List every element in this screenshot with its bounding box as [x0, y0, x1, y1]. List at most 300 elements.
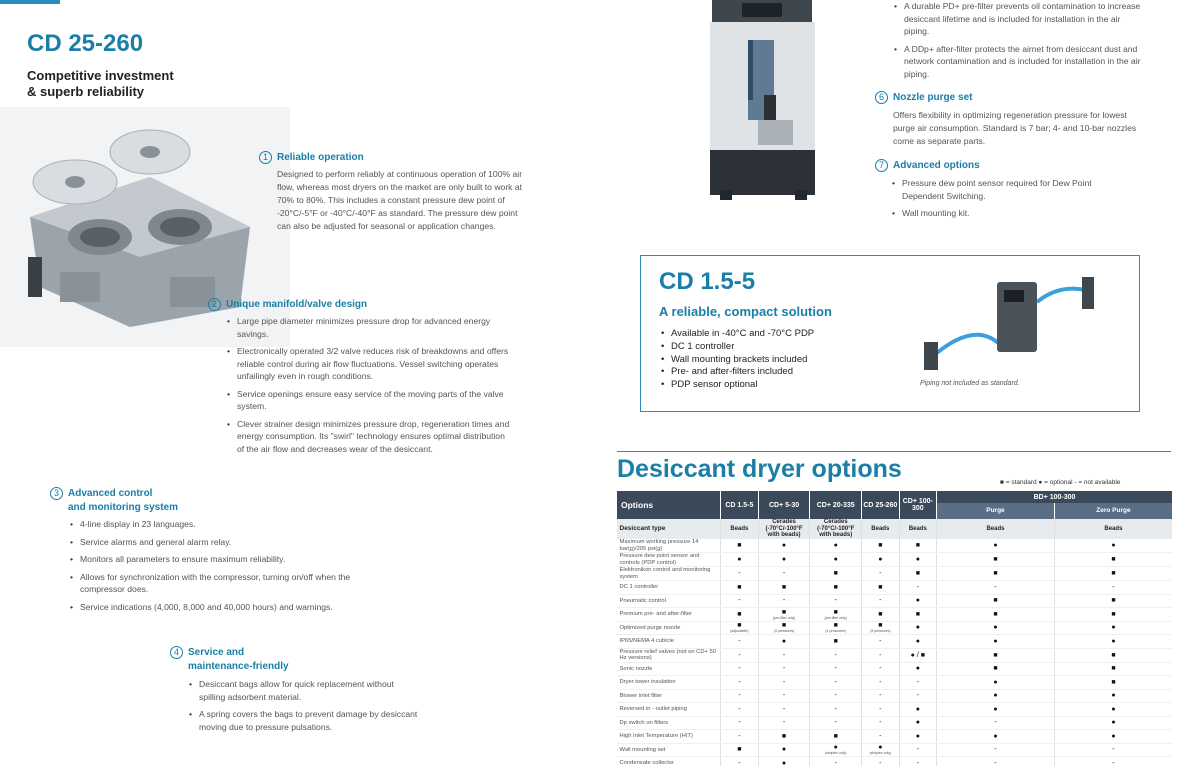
table-cell — [721, 608, 759, 622]
availability-symbol: - — [834, 597, 837, 605]
table-cell — [758, 703, 810, 717]
cell-footnote: (4 pressures) — [773, 629, 795, 634]
table-cell — [937, 730, 1055, 744]
table-cell — [937, 567, 1055, 581]
options-table — [616, 491, 1172, 766]
top-accent-bar — [0, 0, 60, 4]
availability-symbol: - — [834, 678, 837, 686]
section-2-list — [225, 315, 510, 460]
availability-symbol: - — [916, 759, 919, 766]
table-cell — [810, 648, 862, 662]
availability-symbol: - — [834, 665, 837, 673]
table-row — [617, 703, 1173, 717]
row-label: High Inlet Temperature (HIT) — [617, 730, 721, 744]
availability-symbol: - — [782, 719, 786, 727]
section-6-title: 6 Nozzle purge set — [875, 91, 972, 105]
divider — [617, 451, 1171, 452]
availability-symbol: - — [994, 583, 997, 591]
table-cell: Beads — [721, 519, 759, 539]
table-cell — [899, 553, 937, 567]
section-7-title: 7 Advanced options — [875, 159, 980, 173]
section-7-list — [890, 177, 1130, 225]
availability-symbol: ● — [993, 542, 998, 549]
table-cell — [937, 594, 1055, 608]
availability-symbol: ● — [1111, 719, 1116, 727]
table-cell — [862, 703, 900, 717]
table-cell — [862, 730, 900, 744]
table-cell — [721, 594, 759, 608]
availability-symbol: ■ — [781, 732, 787, 740]
list-item: • Available in -40°C and -70°C PDP — [659, 328, 814, 341]
availability-symbol: ● — [993, 692, 998, 700]
table-cell — [758, 567, 810, 581]
availability-symbol: ■ — [993, 556, 998, 563]
cd-small-title: CD 1.5-5 — [659, 268, 756, 295]
table-row — [617, 662, 1173, 676]
table-cell — [721, 743, 759, 757]
list-item: • A DDp+ after-filter protects the airnet from desiccant dust and network contamination and is included for installation in the air piping. — [892, 43, 1147, 81]
table-cell — [937, 635, 1055, 649]
availability-symbol: - — [782, 692, 786, 700]
cd-small-list — [659, 328, 814, 392]
table-cell — [758, 676, 810, 690]
table-cell — [721, 567, 759, 581]
availability-symbol: ■ — [833, 637, 838, 645]
availability-symbol: ■ — [737, 610, 742, 618]
table-cell — [721, 730, 759, 744]
table-cell — [899, 757, 937, 766]
list-item: • Clever strainer design minimizes pressure drop, regeneration times and energy consumption. Its "swirl" technology ensures optimal distribution of the air flow and decreases wear of the desiccant. — [225, 418, 510, 456]
table-cell — [899, 567, 937, 581]
availability-symbol: - — [782, 651, 786, 659]
table-cell — [758, 648, 810, 662]
table-cell — [758, 621, 810, 635]
row-label: Pressure dew point sensor and controls (PDP control) — [617, 553, 721, 567]
table-cell: Cerades (-70°C/-100°F with beads) — [810, 519, 862, 539]
availability-symbol: - — [738, 637, 741, 645]
table-row — [617, 716, 1173, 730]
table-cell — [899, 703, 937, 717]
availability-symbol: ● — [915, 732, 920, 740]
cd-small-subtitle: A reliable, compact solution — [659, 304, 832, 319]
section-3-title: 3 Advanced control and monitoring system — [50, 487, 178, 515]
table-cell — [721, 635, 759, 649]
cell-footnote: (pre-filter only) — [772, 615, 796, 620]
column-header: CD+ 20-335 — [810, 491, 862, 519]
availability-symbol: - — [879, 665, 882, 673]
table-cell — [758, 757, 810, 766]
availability-symbol: ● — [1111, 705, 1116, 713]
availability-symbol: - — [738, 678, 741, 686]
table-cell — [810, 621, 862, 635]
availability-symbol: - — [738, 597, 741, 605]
column-header: CD 25-260 — [862, 491, 900, 519]
availability-symbol: ■ — [878, 542, 883, 549]
table-cell — [810, 553, 862, 567]
table-cell: Beads — [862, 519, 900, 539]
table-cell — [899, 621, 937, 635]
row-label: Desiccant type — [617, 519, 721, 539]
row-label: Dryer tower insulation — [617, 676, 721, 690]
table-row — [617, 648, 1173, 662]
availability-symbol: ● — [737, 556, 742, 563]
availability-symbol: - — [879, 678, 882, 686]
section-4-title: 4 Service and maintenance-friendly — [170, 646, 289, 674]
table-cell — [1054, 716, 1172, 730]
table-cell — [937, 743, 1055, 757]
availability-symbol: - — [916, 583, 919, 591]
availability-symbol: ■ — [915, 542, 920, 549]
page-subtitle: Competitive investment & superb reliability — [27, 68, 174, 99]
availability-symbol: - — [738, 732, 741, 740]
controller-display — [742, 3, 782, 17]
table-cell — [721, 757, 759, 766]
availability-symbol: - — [738, 570, 741, 577]
availability-symbol: ● — [878, 744, 883, 752]
section-6-text: Offers flexibility in optimizing regeneration pressure for lowest purge air consumption. Standard is 7 bar; 4- and 10-bar nozzles come as separate parts. — [893, 110, 1137, 146]
table-cell — [758, 594, 810, 608]
availability-symbol: ● — [915, 597, 920, 605]
options-title: Desiccant dryer options — [617, 455, 902, 483]
cell-footnote: (4 pressures) — [825, 629, 847, 634]
list-item: • Service indications (4,000, 8,000 and 40,000 hours) and warnings. — [68, 601, 398, 614]
section-5-list — [892, 0, 1147, 85]
table-cell — [862, 635, 900, 649]
list-item: • Electronically operated 3/2 valve reduces risk of breakdowns and offers reliable control during air flow fluctuations. Vessel switching operates unfailingly even in rough conditions. — [225, 345, 510, 383]
table-cell — [862, 581, 900, 595]
availability-symbol: - — [738, 665, 741, 673]
availability-symbol: ● — [915, 665, 920, 673]
table-cell — [899, 608, 937, 622]
options-header: Options — [617, 491, 721, 519]
availability-symbol: - — [994, 719, 997, 727]
table-cell — [810, 703, 862, 717]
table-cell — [810, 743, 862, 757]
table-cell — [1054, 553, 1172, 567]
list-item: • A spring covers the bags to prevent damage by desiccant moving due to pressure pulsations. — [187, 708, 442, 733]
row-label: Elektronikon control and monitoring system — [617, 567, 721, 581]
table-cell — [758, 716, 810, 730]
table-cell — [721, 689, 759, 703]
list-item: • Desiccant bags allow for quick replacement without spilling adsorbent material. — [187, 678, 412, 703]
table-cell — [862, 757, 900, 766]
availability-symbol: - — [738, 692, 741, 700]
availability-symbol: ● — [993, 624, 998, 632]
list-item: • PDP sensor optional — [659, 379, 814, 392]
table-cell — [899, 581, 937, 595]
row-label: Optimized purge nozzle — [617, 621, 721, 635]
table-cell — [937, 648, 1055, 662]
availability-symbol: ■ — [833, 622, 838, 630]
table-row — [617, 553, 1173, 567]
row-label: Reversed in - outlet piping — [617, 703, 721, 717]
availability-symbol: - — [782, 705, 786, 713]
availability-symbol: ● / ■ — [910, 651, 925, 659]
availability-symbol: ■ — [1111, 678, 1116, 686]
table-cell — [1054, 689, 1172, 703]
table-cell — [862, 662, 900, 676]
availability-symbol: ■ — [878, 583, 883, 591]
availability-symbol: ■ — [915, 570, 920, 577]
table-cell — [862, 743, 900, 757]
table-cell — [1054, 581, 1172, 595]
table-row — [617, 757, 1173, 766]
availability-symbol: ● — [915, 624, 920, 632]
subcolumn-header: Purge — [937, 503, 1055, 519]
table-cell: Beads — [937, 519, 1055, 539]
availability-symbol: - — [994, 759, 997, 766]
table-cell — [862, 594, 900, 608]
row-label: IP65/NEMA 4 cubicle — [617, 635, 721, 649]
availability-symbol: - — [916, 746, 919, 754]
section-3-list — [68, 518, 398, 618]
cd-small-note: Piping not included as standard. — [920, 380, 1020, 387]
table-cell — [899, 662, 937, 676]
row-label: Sonic nozzle — [617, 662, 721, 676]
strainer-fan-left — [33, 160, 117, 204]
table-cell: Beads — [1054, 519, 1172, 539]
row-label: Pressure relief valves (not on CD+ 50 Hz versions) — [617, 648, 721, 662]
availability-symbol: ● — [1111, 732, 1116, 740]
availability-symbol: ■ — [833, 608, 838, 616]
availability-symbol: - — [916, 678, 919, 686]
table-cell — [721, 662, 759, 676]
table-row — [617, 539, 1173, 553]
table-cell — [1054, 608, 1172, 622]
table-cell — [1054, 730, 1172, 744]
table-cell — [758, 689, 810, 703]
table-cell — [862, 621, 900, 635]
column-group-header: BD+ 100-300 — [937, 491, 1172, 503]
table-row — [617, 621, 1173, 635]
availability-symbol: - — [879, 597, 882, 605]
table-row — [617, 743, 1173, 757]
table-cell — [758, 743, 810, 757]
table-cell — [937, 608, 1055, 622]
availability-symbol: - — [738, 651, 741, 659]
strainer-fan-right — [110, 130, 190, 174]
availability-symbol: ■ — [993, 610, 998, 618]
availability-symbol: ● — [781, 637, 787, 645]
availability-symbol: ■ — [737, 622, 742, 630]
availability-symbol: ● — [1111, 637, 1116, 645]
table-cell — [937, 689, 1055, 703]
availability-symbol: ● — [915, 637, 920, 645]
availability-symbol: - — [916, 692, 919, 700]
table-cell — [810, 608, 862, 622]
table-row — [617, 594, 1173, 608]
table-row — [617, 676, 1173, 690]
list-item: • Wall mounting brackets included — [659, 354, 814, 367]
table-cell — [862, 676, 900, 690]
options-legend: ■ = standard ● = optional - = not available — [1000, 479, 1121, 486]
page-title: CD 25-260 — [27, 30, 144, 57]
table-cell — [899, 716, 937, 730]
availability-symbol: ■ — [781, 608, 787, 616]
availability-symbol: - — [879, 732, 882, 740]
table-row — [617, 581, 1173, 595]
availability-symbol: ■ — [833, 583, 838, 591]
desiccant-type-row — [617, 519, 1173, 539]
availability-symbol: - — [879, 651, 882, 659]
table-cell — [721, 716, 759, 730]
list-item: • Allows for synchronization with the compressor, turning on/off when the compressor does. — [68, 571, 358, 596]
availability-symbol: - — [879, 759, 882, 766]
table-cell — [810, 757, 862, 766]
table-cell — [899, 539, 937, 553]
column-header: CD 1.5-5 — [721, 491, 759, 519]
list-item: • 4-line display in 23 languages. — [68, 518, 398, 531]
list-item: • Service alarms and general alarm relay. — [68, 536, 398, 549]
availability-symbol: ● — [1111, 542, 1116, 549]
table-row — [617, 635, 1173, 649]
table-row — [617, 689, 1173, 703]
table-cell — [721, 539, 759, 553]
list-item: • Monitors all parameters to ensure maximum reliability. — [68, 553, 398, 566]
cell-footnote: (3 pressures) — [869, 629, 891, 634]
availability-symbol: - — [1112, 746, 1115, 754]
availability-symbol: ● — [833, 556, 838, 563]
availability-symbol: - — [834, 759, 837, 766]
table-cell — [1054, 594, 1172, 608]
availability-symbol: - — [738, 705, 741, 713]
availability-symbol: ● — [993, 705, 998, 713]
availability-symbol: ● — [915, 719, 920, 727]
availability-symbol: ■ — [1111, 597, 1116, 605]
list-item: • A durable PD+ pre-filter prevents oil contamination to increase desiccant lifetime and is included for installation in the air piping. — [892, 0, 1147, 38]
availability-symbol: ● — [993, 637, 998, 645]
table-cell — [937, 716, 1055, 730]
availability-symbol: ● — [781, 746, 787, 754]
table-cell — [899, 743, 937, 757]
table-cell — [721, 553, 759, 567]
section-1-text: Designed to perform reliably at continuous operation of 100% air flow, whereas most dryers on the market are only built to work at 70% to 80%. This includes a constant pressure dew point of -20°C/-5°F or -40°C/-40°F as standard. The pressure dew point can also be adjusted for seasonal or application changes. — [277, 169, 523, 231]
table-cell — [810, 539, 862, 553]
table-cell — [862, 689, 900, 703]
availability-symbol: ● — [781, 759, 787, 766]
table-cell — [758, 608, 810, 622]
table-cell — [862, 553, 900, 567]
table-row — [617, 567, 1173, 581]
cell-footnote: (simplex only) — [869, 751, 892, 756]
availability-symbol: ■ — [993, 651, 998, 659]
table-cell — [721, 703, 759, 717]
availability-symbol: - — [1112, 759, 1115, 766]
subcolumn-header: Zero Purge — [1054, 503, 1172, 519]
options-table-body — [617, 519, 1173, 766]
table-cell — [1054, 676, 1172, 690]
availability-symbol: ■ — [993, 665, 998, 673]
table-cell — [862, 567, 900, 581]
availability-symbol: ■ — [1111, 651, 1116, 659]
availability-symbol: - — [834, 705, 837, 713]
dryer-image — [700, 0, 825, 200]
table-cell — [937, 757, 1055, 766]
table-cell — [1054, 703, 1172, 717]
availability-symbol: - — [879, 637, 882, 645]
table-cell — [937, 676, 1055, 690]
availability-symbol: ■ — [1111, 610, 1116, 618]
table-cell — [758, 662, 810, 676]
availability-symbol: ■ — [833, 570, 838, 577]
availability-symbol: - — [879, 692, 882, 700]
table-cell — [862, 539, 900, 553]
row-label: Wall mounting set — [617, 743, 721, 757]
availability-symbol: ■ — [1111, 570, 1116, 577]
table-cell — [1054, 648, 1172, 662]
table-cell — [810, 676, 862, 690]
list-item: • Large pipe diameter minimizes pressure drop for advanced energy savings. — [225, 315, 510, 340]
row-label: Maximum working pressure 14 bar(g)/205 psi(g) — [617, 539, 721, 553]
availability-symbol: - — [782, 678, 786, 686]
availability-symbol: ■ — [993, 597, 998, 605]
availability-symbol: - — [834, 651, 837, 659]
availability-symbol: ■ — [737, 583, 742, 591]
availability-symbol: ● — [915, 556, 920, 563]
availability-symbol: - — [1112, 583, 1115, 591]
availability-symbol: - — [738, 759, 741, 766]
cell-footnote: (adjustable) — [730, 629, 749, 634]
availability-symbol: ■ — [878, 622, 883, 630]
availability-symbol: - — [879, 570, 882, 577]
column-header: CD+ 5-30 — [758, 491, 810, 519]
cd-small-image — [912, 262, 1112, 382]
table-cell — [862, 648, 900, 662]
row-label: DC 1 controller — [617, 581, 721, 595]
table-cell — [810, 567, 862, 581]
availability-symbol: ■ — [878, 610, 883, 618]
availability-symbol: - — [738, 719, 741, 727]
table-cell — [899, 730, 937, 744]
list-item: • DC 1 controller — [659, 341, 814, 354]
table-cell: Beads — [899, 519, 937, 539]
list-item: • Pressure dew point sensor required for Dew Point Dependent Switching. — [890, 177, 1130, 202]
row-label: Condensate collector — [617, 757, 721, 766]
availability-symbol: ■ — [737, 542, 742, 549]
availability-symbol: ● — [833, 542, 838, 549]
list-item: • Pre- and after-filters included — [659, 366, 814, 379]
row-label: Blower inlet filter — [617, 689, 721, 703]
availability-symbol: ■ — [781, 622, 787, 630]
availability-symbol: - — [834, 719, 837, 727]
table-cell — [721, 648, 759, 662]
availability-symbol: ● — [781, 556, 787, 563]
list-item: • Service openings ensure easy service of the moving parts of the valve system. — [225, 388, 510, 413]
table-cell — [1054, 662, 1172, 676]
availability-symbol: ● — [833, 744, 838, 752]
availability-symbol: ■ — [915, 610, 920, 618]
availability-symbol: ● — [993, 732, 998, 740]
table-cell — [810, 635, 862, 649]
availability-symbol: - — [879, 719, 882, 727]
table-cell — [937, 621, 1055, 635]
table-row — [617, 730, 1173, 744]
availability-symbol: ■ — [993, 570, 998, 577]
availability-symbol: ■ — [1111, 556, 1116, 563]
table-cell — [862, 608, 900, 622]
list-item: • Wall mounting kit. — [890, 207, 1130, 220]
availability-symbol: ● — [993, 678, 998, 686]
table-cell — [1054, 567, 1172, 581]
row-label: Dp switch on filters — [617, 716, 721, 730]
availability-symbol: - — [782, 570, 786, 577]
section-1-title: 1 Reliable operation — [259, 151, 364, 165]
table-cell — [721, 581, 759, 595]
table-cell — [899, 635, 937, 649]
row-label: Premium pre- and after-filter — [617, 608, 721, 622]
table-cell — [758, 635, 810, 649]
availability-symbol: - — [834, 692, 837, 700]
